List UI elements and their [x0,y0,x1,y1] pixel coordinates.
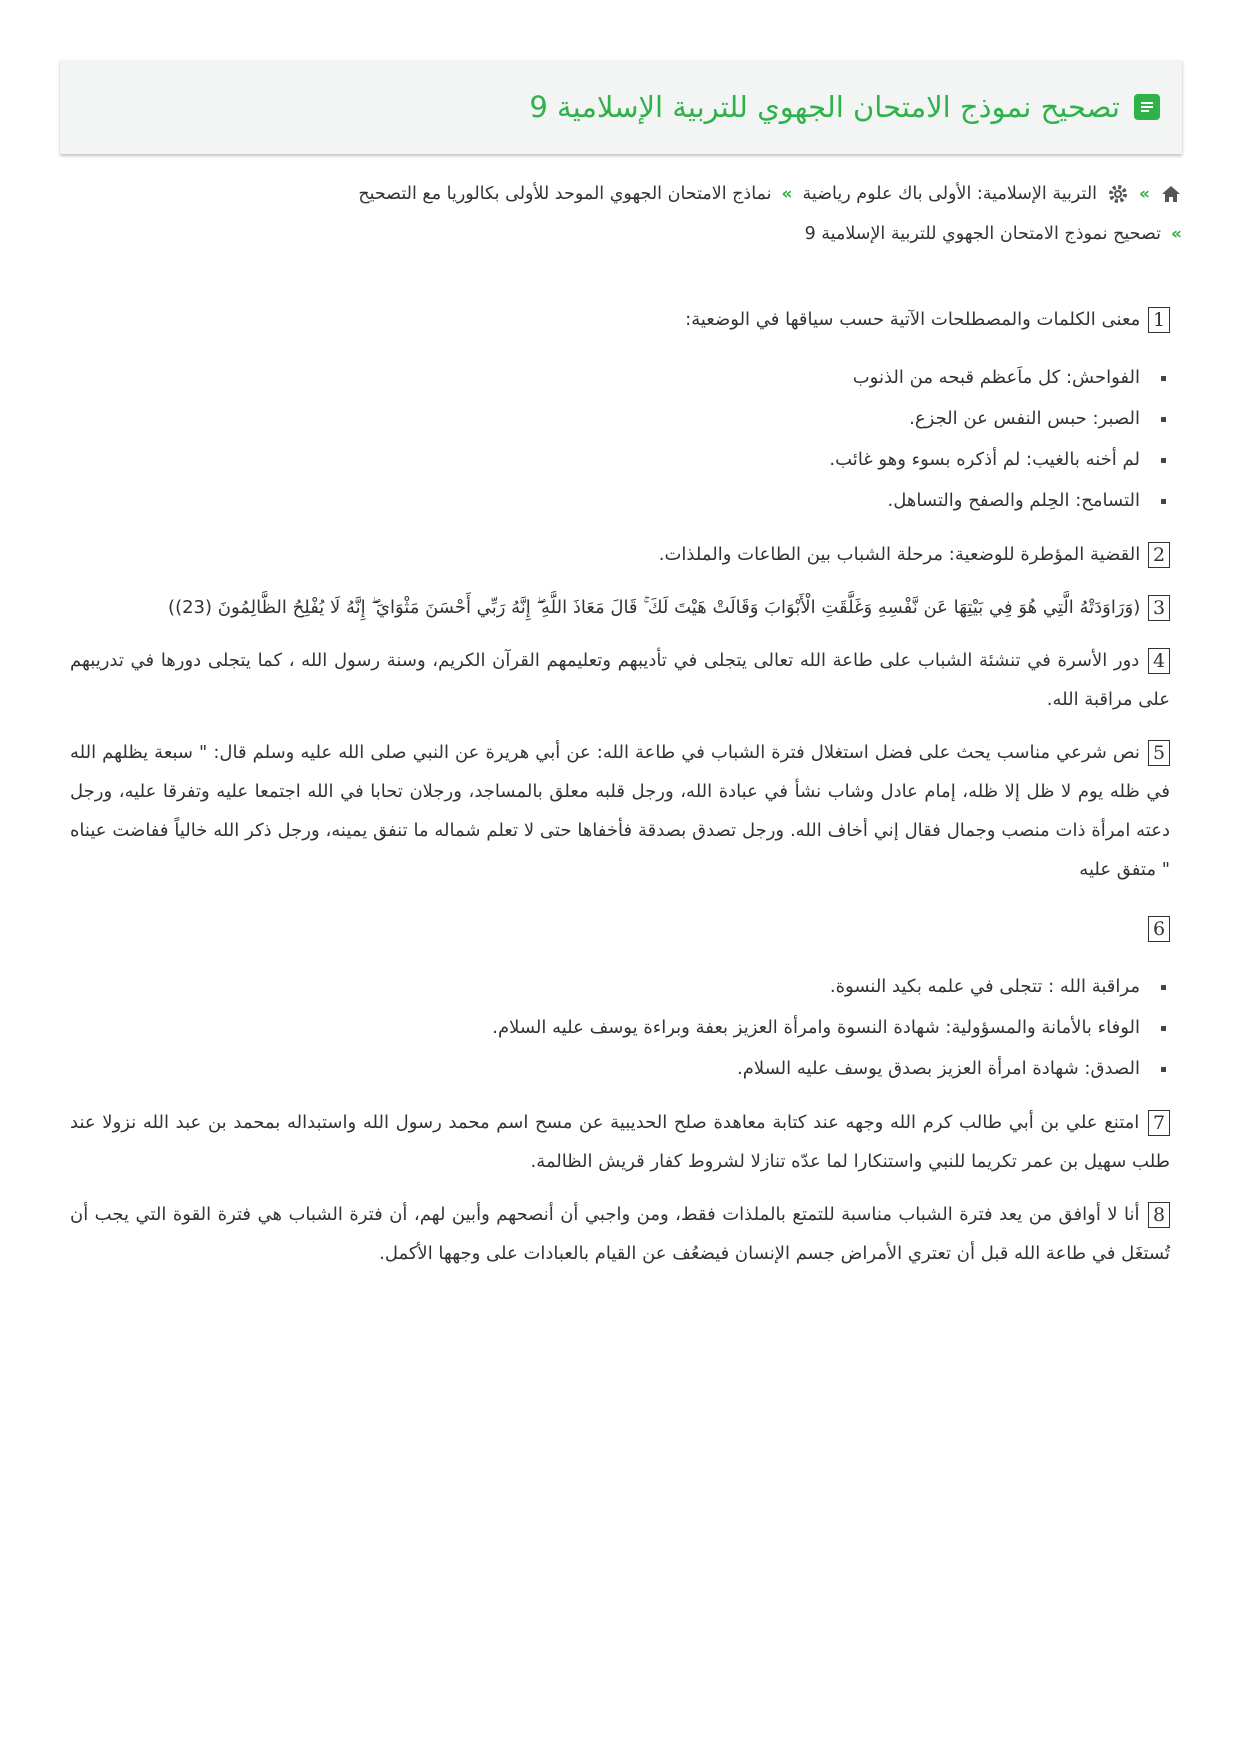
answer-text: القضية المؤطرة للوضعية: مرحلة الشباب بين الطاعات والملذات. [658,544,1141,565]
breadcrumb [172,174,1182,254]
answer-3 [70,588,1170,627]
question-number: 5 [1148,740,1170,766]
breadcrumb-item-subject[interactable]: التربية الإسلامية: الأولى باك علوم رياضية [802,184,1098,204]
answer-text: دور الأسرة في تنشئة الشباب على طاعة الله تعالى يتجلى في تأديبهم وتعليمهم القرآن الكريم، وسنة رسول الله ، كما يتجلى دورها في تدريبهم على مراقبة الله. [70,650,1170,710]
answer-1 [70,300,1170,339]
answers-content [70,300,1170,1287]
question-number: 2 [1148,542,1170,568]
home-icon[interactable] [1160,184,1182,204]
page-title: تصحيح نموذج الامتحان الجهوي للتربية الإسلامية 9 [529,90,1120,124]
answer-6-list [70,966,1170,1089]
answer-7 [70,1103,1170,1181]
question-number: 1 [1148,307,1170,333]
question-number: 8 [1148,1202,1170,1228]
document-icon [1134,94,1160,120]
answer-text: امتنع علي بن أبي طالب كرم الله وجهه عند كتابة معاهدة صلح الحديبية عن مسح اسم محمد رسول الله واستبداله بمحمد بن عبد الله نزولا عند طلب سهيل بن عمر تكريما للنبي واستنكارا لما عدّه تنازلا لشروط كفار قريش الظالمة. [70,1112,1170,1172]
answer-text: معنى الكلمات والمصطلحات الآتية حسب سياقها في الوضعية: [685,309,1141,330]
gear-icon [1107,183,1129,205]
list-item: الفواحش: كل ماَعظم قبحه من الذنوب [70,357,1140,398]
quran-verse: (وَرَاوَدَتْهُ الَّتِي هُوَ فِي بَيْتِهَا عَن نَّفْسِهِ وَغَلَّقَتِ الْأَبْوَابَ وَقَالَتْ هَيْتَ لَكَ ۚ قَالَ مَعَاذَ اللَّهِ ۖ إِنَّهُ رَبِّي أَحْسَنَ مَثْوَايَ ۖ إِنَّهُ لَا يُفْلِحُ الظَّالِمُونَ (23)) [168,597,1141,618]
answer-2 [70,535,1170,574]
breadcrumb-separator: » [1171,224,1182,244]
answer-4 [70,641,1170,719]
list-item: لم أخنه بالغيب: لم أذكره بسوء وهو غائب. [70,439,1140,480]
breadcrumb-separator: » [1139,184,1150,204]
question-number: 6 [1148,916,1170,942]
list-item: الوفاء بالأمانة والمسؤولية: شهادة النسوة وامرأة العزيز بعفة وبراءة يوسف عليه السلام. [70,1007,1140,1048]
question-number: 7 [1148,1110,1170,1136]
list-item: الصبر: حبس النفس عن الجزع. [70,398,1140,439]
breadcrumb-separator: » [781,184,793,204]
answer-6 [70,909,1170,948]
list-item: الصدق: شهادة امرأة العزيز بصدق يوسف عليه السلام. [70,1048,1140,1089]
question-number: 4 [1148,648,1170,674]
answer-1-list [70,357,1170,521]
answer-8 [70,1195,1170,1273]
breadcrumb-item-current: تصحيح نموذج الامتحان الجهوي للتربية الإسلامية 9 [804,224,1162,244]
answer-text: أنا لا أوافق من يعد فترة الشباب مناسبة للتمتع بالملذات فقط، ومن واجبي أن أنصحهم وأبين لهم، أن فترة الشباب هي فترة القوة التي يجب أن تُستغَل في طاعة الله قبل أن تعتري الأمراض جسم الإنسان فيضعُف عن القيام بالعبادات على وجهها الأكمل. [70,1204,1170,1264]
page-header [60,60,1182,154]
list-item: مراقبة الله : تتجلى في علمه بكيد النسوة. [70,966,1140,1007]
breadcrumb-item-exams[interactable]: نماذج الامتحان الجهوي الموحد للأولى بكالوريا مع التصحيح [358,184,772,204]
answer-5 [70,733,1170,889]
hadith-text: نص شرعي مناسب يحث على فضل استغلال فترة الشباب في طاعة الله: عن أبي هريرة عن النبي صلى الله عليه وسلم قال: " سبعة يظلهم الله في ظله يوم لا ظل إلا ظله، إمام عادل وشاب نشأ في عبادة الله، ورجل قلبه معلق بالمساجد، ورجلان تحابا في الله اجتمعا عليه وتفرقا عليه، ورجل دعته امرأة ذات منصب وجمال فقال إني أخاف الله. ورجل تصدق بصدقة فأخفاها حتى لا تعلم شماله ما تنفق يمينه، ورجل ذكر الله خالياً ففاضت عيناه " متفق عليه [70,742,1170,880]
list-item: التسامح: الحِلم والصفح والتساهل. [70,480,1140,521]
question-number: 3 [1148,595,1170,621]
